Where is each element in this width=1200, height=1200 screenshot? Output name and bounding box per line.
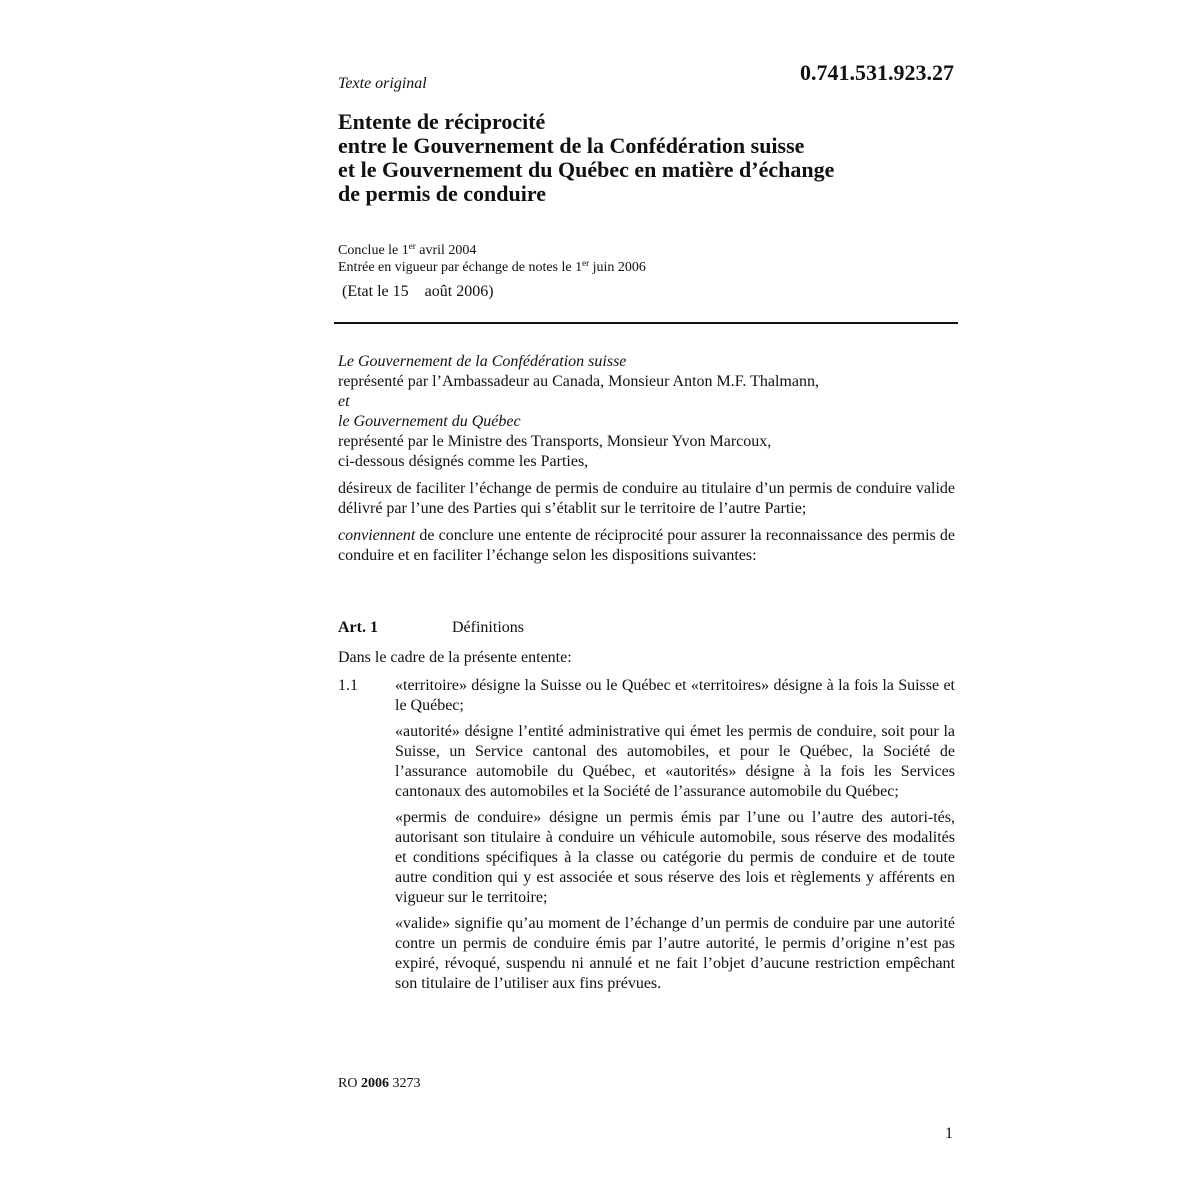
article-title: Définitions	[452, 619, 524, 636]
title-line: entre le Gouvernement de la Confédération suisse	[338, 133, 805, 158]
title-line: de permis de conduire	[338, 181, 546, 206]
desireux-paragraph: désireux de faciliter l’échange de permis de conduire au titulaire d’un permis de conduire valide délivré par l’une des Parties qui s’établit sur le territoire de l’autre Partie;	[338, 480, 955, 517]
article-1-intro: Dans le cadre de la présente entente:	[338, 649, 572, 666]
parties-designation: ci-dessous désignés comme les Parties,	[338, 453, 589, 470]
conclue-date: Conclue le 1er avril 2004	[338, 241, 477, 258]
definition-permis-de-conduire: «permis de conduire» désigne un permis émis par l’une ou l’autre des autori-tés, autorisant son titulaire à conduire un véhicule automobile, sous réserve des modalités et conditions spécifiques à la classe ou catégorie du permis de conduire et de toute autre condition qui y est associée et sous réserve des lois et règlements y afférents en vigueur sur le territoire;	[395, 809, 955, 906]
texte-original-label: Texte original	[338, 75, 427, 92]
preamble	[338, 352, 955, 566]
definition-autorite: «autorité» désigne l’entité administrative qui émet les permis de conduire, soit pour la Suisse, un Service cantonal des automobiles, et pour le Québec, la Société de l’assurance automobile du Québec, et «autorités» désigne à la fois les Services cantonaux des automobiles et la Société de l’assurance automobile du Québec;	[395, 723, 955, 800]
party-2-representative: représenté par le Ministre des Transports, Monsieur Yvon Marcoux,	[338, 433, 772, 450]
et-conjunction: et	[338, 393, 350, 410]
definition-valide: «valide» signifie qu’au moment de l’échange d’un permis de conduire par une autorité contre un permis de conduire émis par l’autre autorité, le permis d’origine n’est pas expiré, révoqué, suspendu ni annulé et ne fait l’objet d’aucune restriction empêchant son titulaire de l’utiliser aux fins prévues.	[395, 915, 955, 992]
item-number: 1.1	[338, 677, 358, 694]
definition-territoire: «territoire» désigne la Suisse ou le Québec et «territoires» désigne à la fois la Suisse et le Québec;	[395, 677, 955, 714]
article-number: Art. 1	[338, 619, 378, 636]
sr-number: 0.741.531.923.27	[800, 60, 954, 85]
conviennent-paragraph: conviennent de conclure une entente de réciprocité pour assurer la reconnaissance des permis de conduire et en faciliter l’échange selon les dispositions suivantes:	[338, 527, 955, 564]
definition-item	[338, 676, 955, 716]
party-2-name: le Gouvernement du Québec	[338, 413, 521, 430]
party-1-name: Le Gouvernement de la Confédération suisse	[338, 353, 627, 370]
ro-reference: RO 2006 3273	[338, 1076, 421, 1091]
article-1-heading	[338, 618, 524, 638]
page-number: 1	[945, 1125, 953, 1142]
title-line: Entente de réciprocité	[338, 109, 546, 134]
document-title	[338, 110, 958, 206]
etat-date: (Etat le 15 août 2006)	[342, 283, 494, 300]
header-divider	[334, 322, 958, 324]
definitions-list	[338, 676, 955, 994]
party-1-representative: représenté par l’Ambassadeur au Canada, Monsieur Anton M.F. Thalmann,	[338, 373, 819, 390]
title-line: et le Gouvernement du Québec en matière d’échange	[338, 157, 835, 182]
entree-en-vigueur-date: Entrée en vigueur par échange de notes le 1er juin 2006	[338, 258, 646, 275]
dates-block	[338, 242, 646, 276]
